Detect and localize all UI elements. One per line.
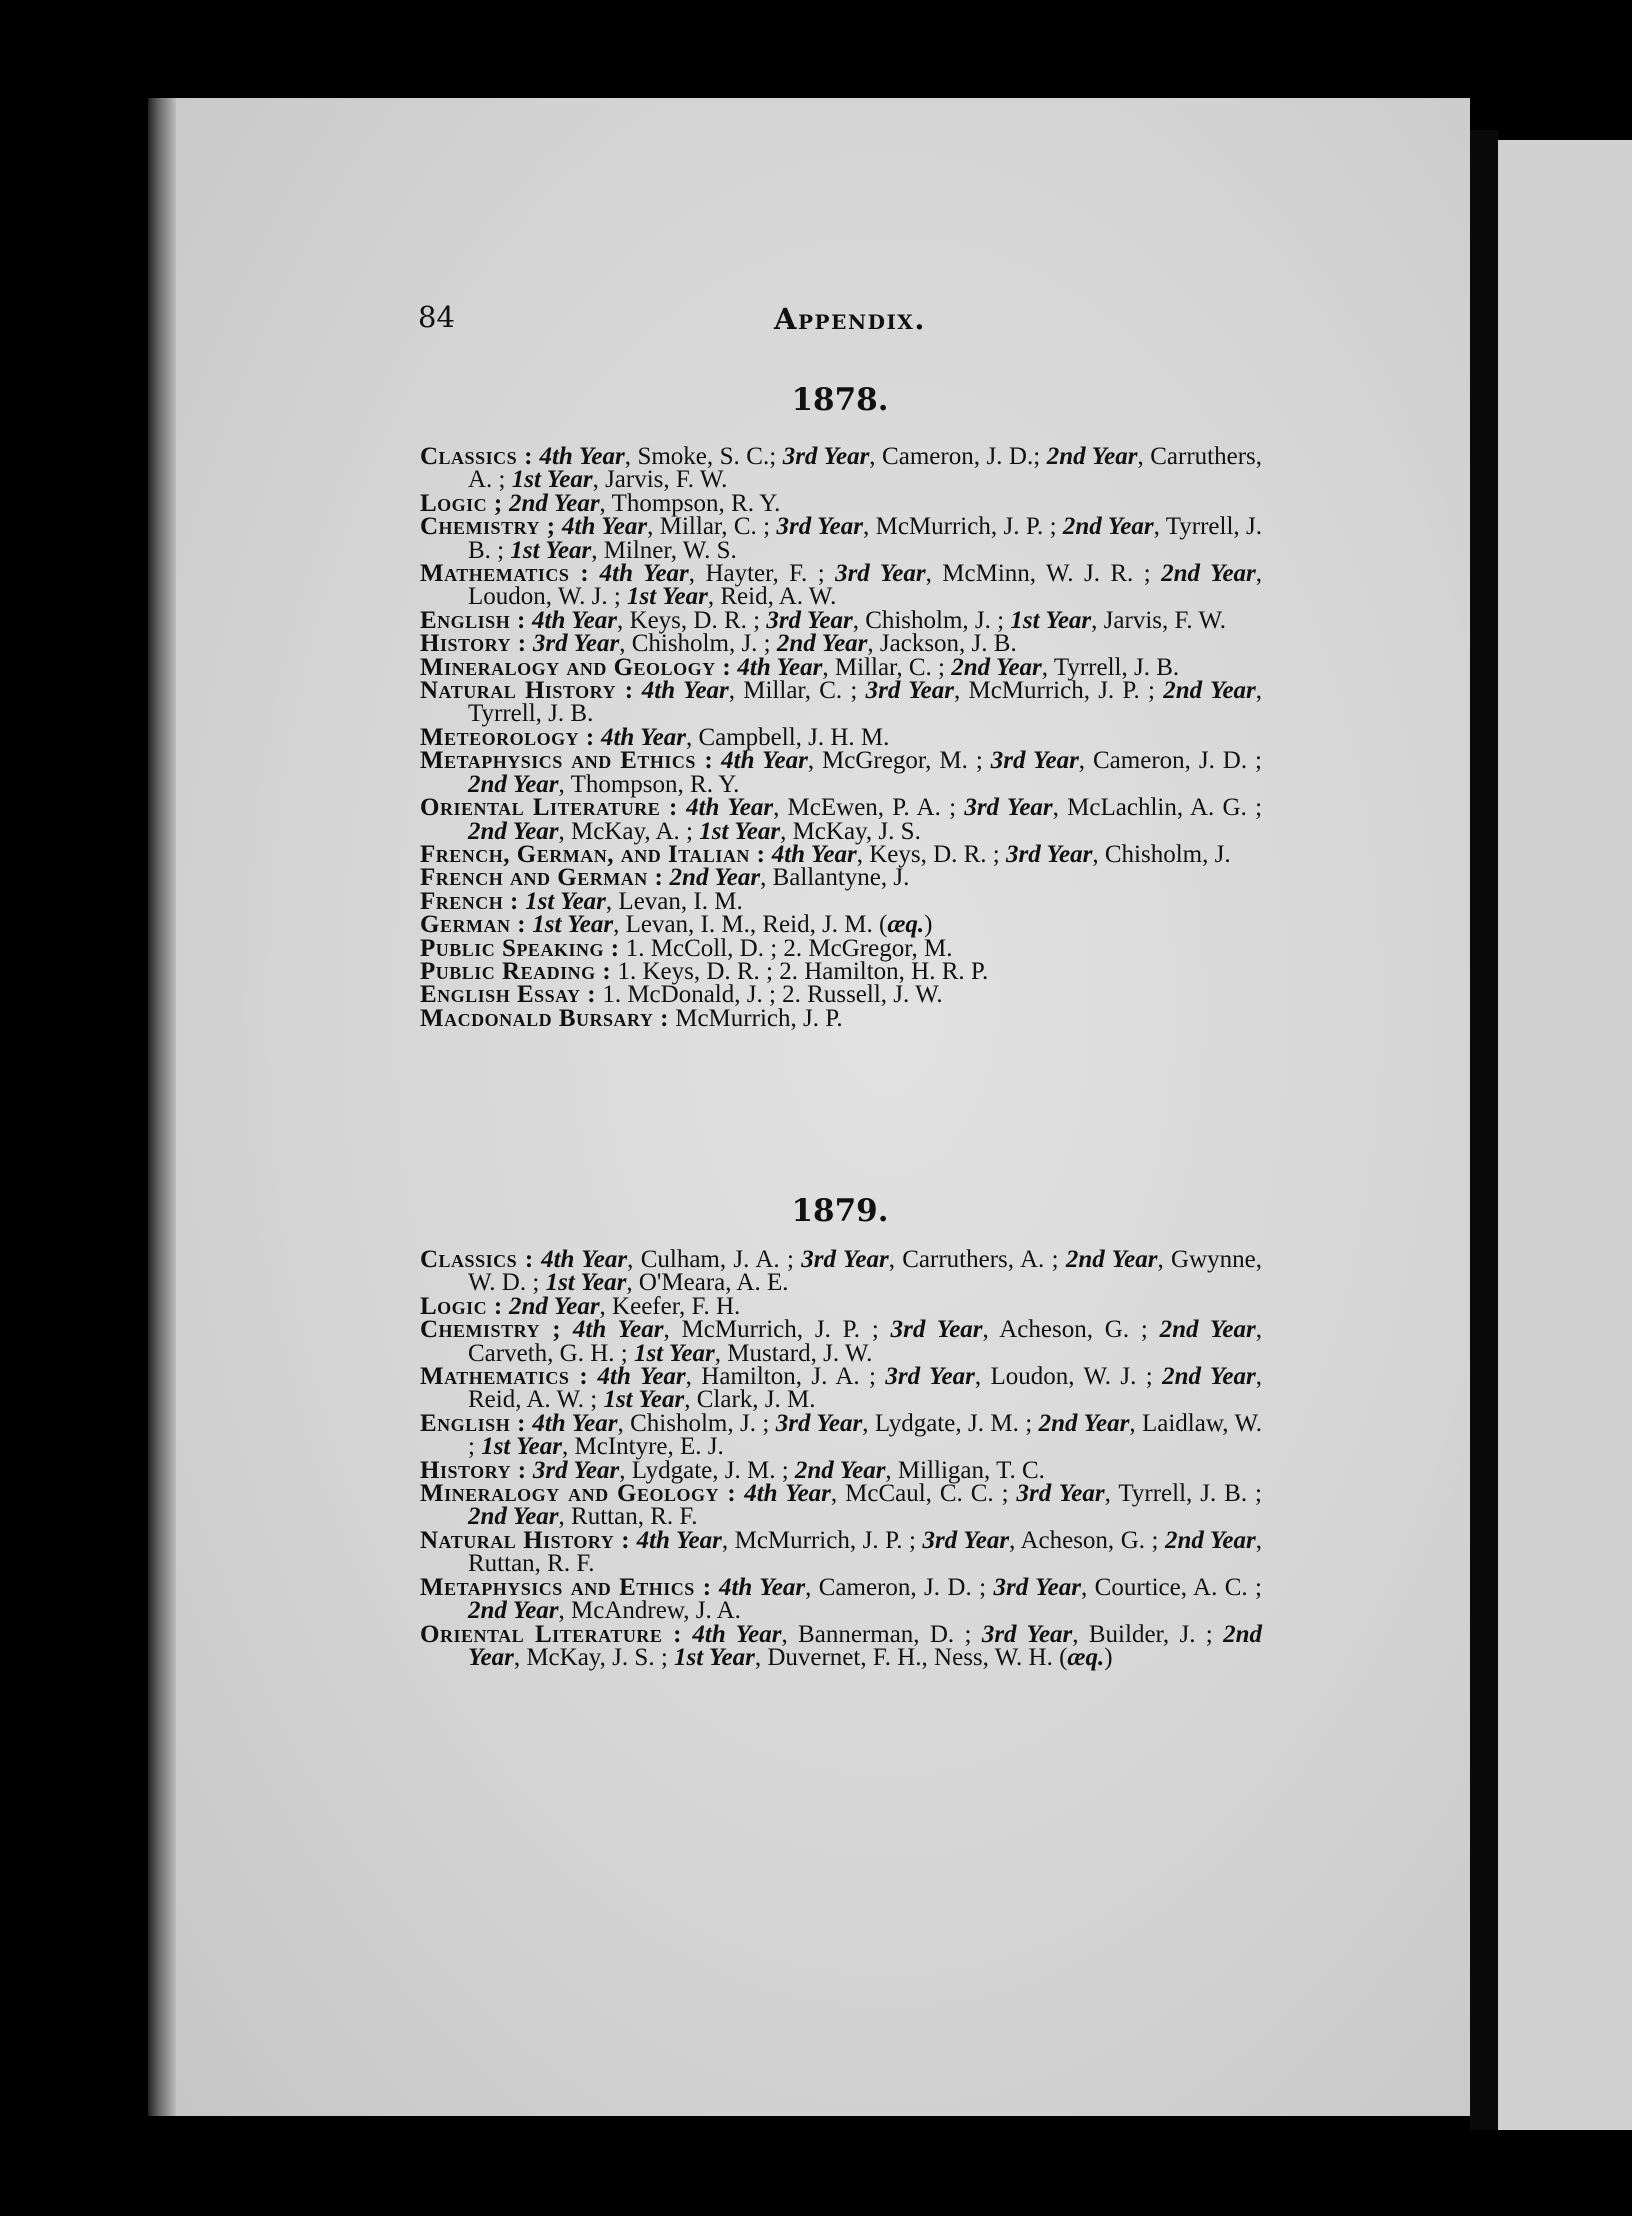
award-list: 4th Year, McEwen, P. A. ; 3rd Year, McLachlin, A. G. ; 2nd Year, McKay, A. ; 1st Year, McKay, J. S. [468, 794, 1263, 845]
award-list: 4th Year, McGregor, M. ; 3rd Year, Cameron, J. D. ; 2nd Year, Thompson, R. Y. [468, 747, 1262, 798]
award-list: 4th Year, Keys, D. R. ; 3rd Year, Chisholm, J. [771, 840, 1231, 868]
prize-list-section [420, 445, 1262, 1030]
prize-entry [420, 1318, 1262, 1365]
award-list: 4th Year, Millar, C. ; 2nd Year, Tyrrell, J. B. [737, 653, 1180, 681]
subject-label: Metaphysics and Ethics : [420, 1573, 712, 1601]
subject-label: English Essay : [420, 981, 597, 1009]
award-list: 4th Year, Cameron, J. D. ; 3rd Year, Courtice, A. C. ; 2nd Year, McAndrew, J. A. [468, 1573, 1263, 1625]
subject-label: Mathematics : [420, 1363, 589, 1391]
prize-entry [420, 911, 1262, 939]
award-list: 4th Year, McMurrich, J. P. ; 3rd Year, Acheson, G. ; 2nd Year, Carveth, G. H. ; 1st Year, Mustard, J. W. [468, 1316, 1263, 1367]
prize-entry [420, 934, 1262, 962]
prize-entry [420, 1292, 1262, 1320]
prize-entry [420, 562, 1262, 609]
award-list: 1. McDonald, J. ; 2. Russell, J. W. [596, 981, 943, 1009]
award-list: 4th Year, Bannerman, D. ; 3rd Year, Builder, J. ; 2nd Year, McKay, J. S. ; 1st Year, Duvernet, F. H., Ness, W. H. (æq.) [468, 1620, 1262, 1671]
award-list: McMurrich, J. P. [668, 1004, 843, 1032]
page-header [418, 300, 930, 350]
award-list: 1. McColl, D. ; 2. McGregor, M. [619, 934, 953, 962]
subject-label: Logic ; [420, 489, 503, 517]
page-number: 84 [418, 300, 455, 334]
prize-entry [420, 840, 1262, 868]
award-list: 1. Keys, D. R. ; 2. Hamilton, H. R. P. [611, 957, 989, 985]
prize-entry [420, 1482, 1262, 1529]
prize-entry [420, 653, 1262, 681]
prize-entry [420, 1409, 1263, 1461]
prize-entry [420, 1365, 1262, 1412]
prize-entry [420, 796, 1262, 843]
subject-label: Chemistry ; [420, 1316, 562, 1344]
subject-label: Oriental Literature : [420, 1620, 683, 1648]
page-edge-shadow [148, 98, 178, 2116]
subject-label: Chemistry ; [420, 513, 556, 541]
subject-label: Mathematics : [420, 560, 590, 588]
subject-label: Natural History : [420, 677, 634, 705]
award-list: 4th Year, Millar, C. ; 3rd Year, McMurrich, J. P. ; 2nd Year, Tyrrell, J. B. ; 1st Year, Milner, W. S. [468, 513, 1263, 564]
prize-entry [420, 630, 1262, 658]
award-list: 4th Year, Chisholm, J. ; 3rd Year, Lydgate, J. M. ; 2nd Year, Laidlaw, W. ; 1st Year, McIntyre, E. J. [468, 1409, 1263, 1461]
year-heading: 1878. [791, 382, 889, 418]
prize-entry [420, 1248, 1262, 1295]
award-list: 4th Year, McCaul, C. C. ; 3rd Year, Tyrrell, J. B. ; 2nd Year, Ruttan, R. F. [468, 1480, 1262, 1531]
subject-label: English : [420, 606, 526, 634]
award-list: 4th Year, Millar, C. ; 3rd Year, McMurrich, J. P. ; 2nd Year, Tyrrell, J. B. [468, 677, 1263, 728]
award-list: 1st Year, Levan, I. M., Reid, J. M. (æq.) [532, 911, 933, 939]
prize-entry [420, 1004, 1262, 1032]
prize-entry [420, 864, 1262, 892]
running-head: Appendix. [774, 302, 926, 336]
page-gutter [1470, 130, 1498, 2130]
subject-label: English : [420, 1409, 526, 1437]
prize-entry [420, 515, 1262, 562]
prize-list-section [420, 1248, 1262, 1669]
subject-label: Mineralogy and Geology : [420, 1480, 737, 1508]
subject-label: French and German : [420, 864, 664, 892]
subject-label: Macdonald Bursary : [420, 1004, 669, 1032]
subject-label: Natural History : [420, 1526, 631, 1554]
prize-entry [420, 489, 1262, 517]
subject-label: French, German, and Italian : [420, 840, 766, 868]
award-list: 4th Year, Hamilton, J. A. ; 3rd Year, Loudon, W. J. ; 2nd Year, Reid, A. W. ; 1st Year, Clark, J. M. [468, 1363, 1262, 1414]
prize-entry [420, 1456, 1262, 1484]
prize-entry [420, 981, 1262, 1009]
award-list: 3rd Year, Chisholm, J. ; 2nd Year, Jackson, J. B. [532, 630, 1017, 658]
year-heading: 1879. [791, 1193, 889, 1229]
prize-entry [420, 957, 1262, 985]
award-list: 4th Year, McMurrich, J. P. ; 3rd Year, Acheson, G. ; 2nd Year, Ruttan, R. F. [468, 1526, 1263, 1578]
prize-entry [420, 1526, 1263, 1578]
prize-entry [420, 1620, 1262, 1671]
award-list: 2nd Year, Ballantyne, J. [669, 864, 910, 892]
award-list: 3rd Year, Lydgate, J. M. ; 2nd Year, Milligan, T. C. [532, 1456, 1045, 1484]
prize-entry [420, 679, 1262, 726]
subject-label: Oriental Literature : [420, 794, 678, 822]
subject-label: Classics : [420, 1246, 534, 1273]
prize-entry [420, 887, 1262, 915]
subject-label: French : [420, 887, 519, 915]
prize-entry [420, 749, 1262, 796]
prize-entry [420, 1573, 1263, 1625]
prize-entry [420, 723, 1262, 751]
award-list: 4th Year, Smoke, S. C.; 3rd Year, Cameron, J. D.; 2nd Year, Carruthers, A. ; 1st Year, Jarvis, F. W. [468, 443, 1263, 494]
subject-label: German : [420, 911, 527, 939]
award-list: 4th Year, Hayter, F. ; 3rd Year, McMinn, W. J. R. ; 2nd Year, Loudon, W. J. ; 1st Year, Reid, A. W. [468, 560, 1263, 611]
award-list: 2nd Year, Thompson, R. Y. [509, 489, 781, 517]
facing-page-edge [1498, 140, 1632, 2130]
subject-label: Classics : [420, 443, 533, 470]
award-list: 1st Year, Levan, I. M. [525, 887, 743, 915]
award-list: 4th Year, Culham, J. A. ; 3rd Year, Carruthers, A. ; 2nd Year, Gwynne, W. D. ; 1st Year, O'Meara, A. E. [468, 1246, 1263, 1297]
subject-label: History : [420, 630, 527, 658]
subject-label: Metaphysics and Ethics : [420, 747, 714, 775]
subject-label: Logic : [420, 1292, 503, 1320]
prize-entry [420, 606, 1262, 634]
subject-label: Mineralogy and Geology : [420, 653, 732, 681]
subject-label: Public Speaking : [420, 934, 620, 962]
prize-entry [420, 445, 1262, 492]
subject-label: Meteorology : [420, 723, 595, 751]
award-list: 4th Year, Campbell, J. H. M. [600, 723, 890, 751]
subject-label: History : [420, 1456, 527, 1484]
award-list: 2nd Year, Keefer, F. H. [509, 1292, 741, 1320]
subject-label: Public Reading : [420, 957, 612, 985]
award-list: 4th Year, Keys, D. R. ; 3rd Year, Chisholm, J. ; 1st Year, Jarvis, F. W. [532, 606, 1226, 634]
